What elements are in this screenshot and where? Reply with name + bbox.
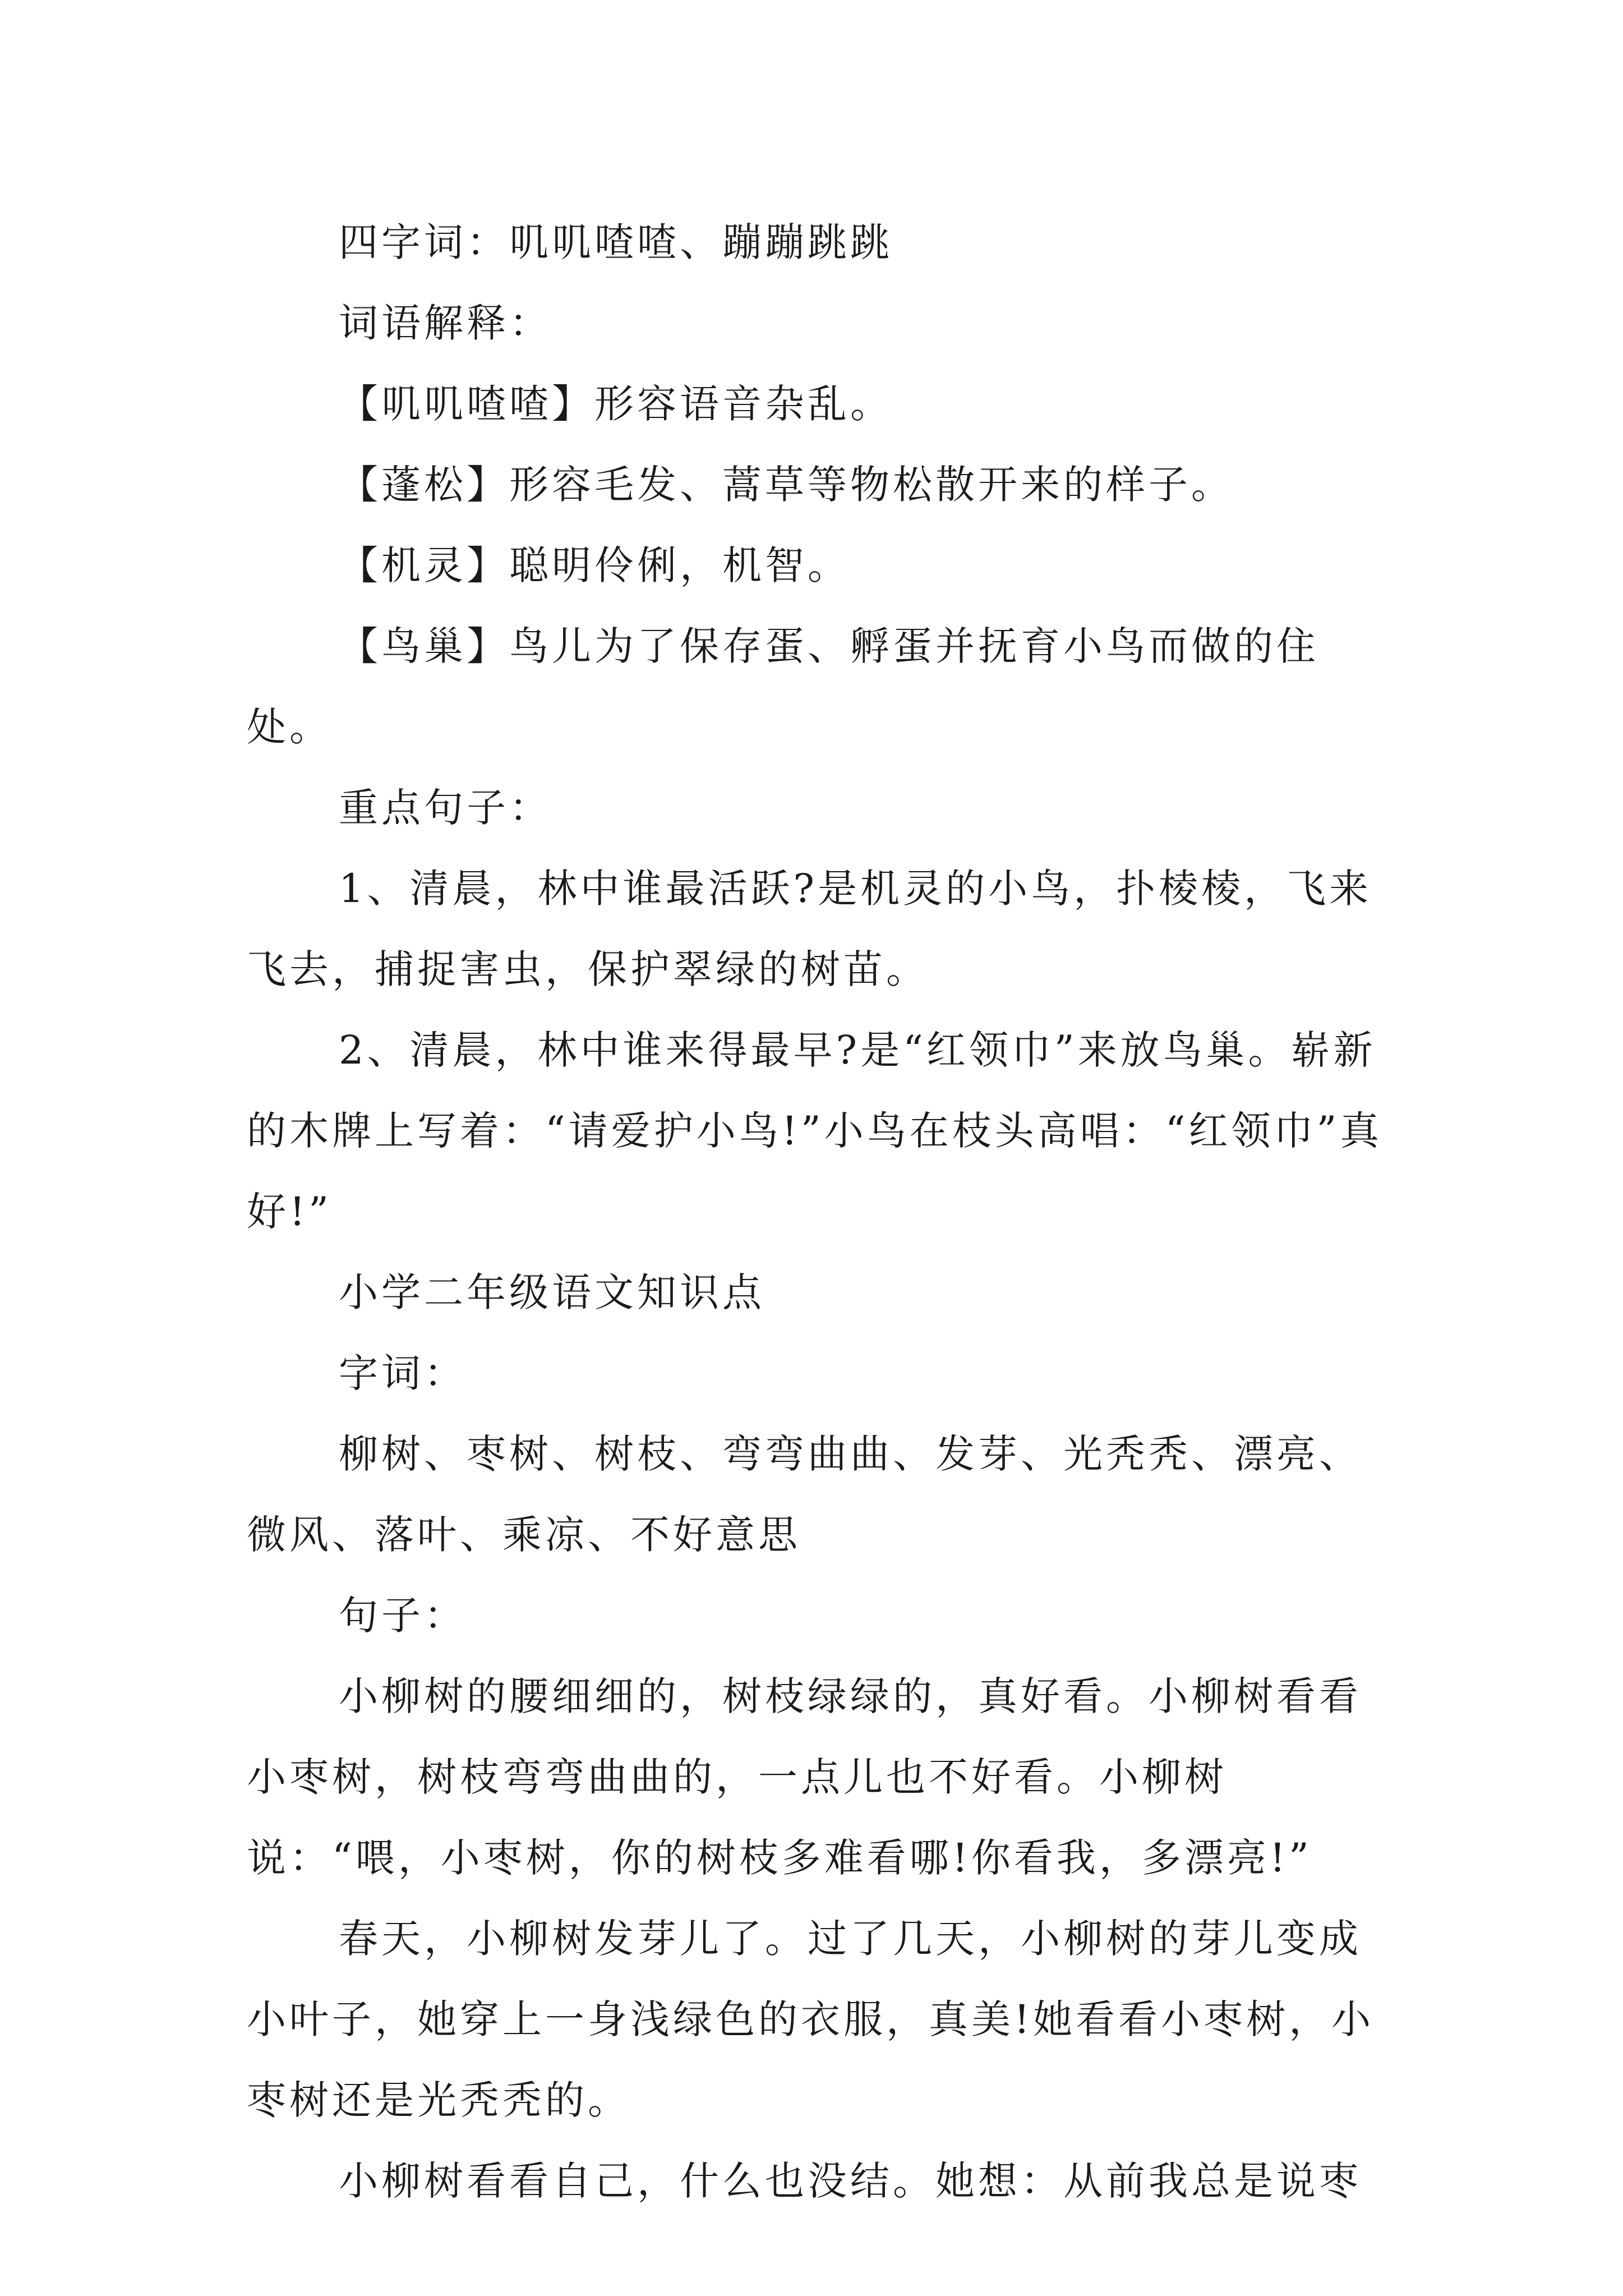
paragraph-sentences-heading: 句子： (339, 1593, 467, 1639)
paragraph-key-sentence-2: 2、清晨，林中谁来得最早?是“红领巾”来放鸟巢。崭新的木牌上写着：“请爱护小鸟!”小鸟在枝头高唱：“红领巾”真好!” (247, 1027, 1383, 1235)
paragraph-words-heading: 字词： (339, 1350, 467, 1396)
paragraph-story-3: 小柳树看看自己，什么也没结。她想：从前我总是说枣 (339, 2158, 1362, 2204)
paragraph-definition-niaochao: 【鸟巢】鸟儿为了保存蛋、孵蛋并抚育小鸟而做的住处。 (247, 623, 1319, 750)
paragraph-section-title: 小学二年级语文知识点 (339, 1269, 765, 1315)
paragraph-story-2: 春天，小柳树发芽儿了。过了几天，小柳树的芽儿变成小叶子，她穿上一身浅绿色的衣服，真美!她看看小枣树，小枣树还是光秃秃的。 (247, 1916, 1375, 2123)
paragraph-word-explanation-heading: 词语解释： (339, 300, 552, 346)
paragraph-word-list: 柳树、枣树、树枝、弯弯曲曲、发芽、光秃秃、漂亮、微风、落叶、乘凉、不好意思 (247, 1431, 1362, 1558)
paragraph-story-1: 小柳树的腰细细的，树枝绿绿的，真好看。小柳树看看小枣树，树枝弯弯曲曲的，一点儿也不好看。小柳树说：“喂，小枣树，你的树枝多难看哪!你看我，多漂亮!” (247, 1673, 1362, 1881)
paragraph-key-sentence-1: 1、清晨，林中谁最活跃?是机灵的小鸟，扑棱棱，飞来飞去，捕捉害虫，保护翠绿的树苗。 (247, 866, 1372, 992)
paragraph-definition-pengsong: 【蓬松】形容毛发、蒿草等物松散开来的样子。 (339, 462, 1234, 508)
paragraph-key-sentences-heading: 重点句子： (339, 785, 552, 831)
paragraph-four-char-words: 四字词：叽叽喳喳、蹦蹦跳跳 (339, 219, 893, 265)
paragraph-definition-jijizhazha: 【叽叽喳喳】形容语音杂乱。 (339, 381, 893, 427)
paragraph-definition-jiling: 【机灵】聪明伶俐，机智。 (339, 542, 850, 588)
document-body (247, 202, 1396, 2221)
